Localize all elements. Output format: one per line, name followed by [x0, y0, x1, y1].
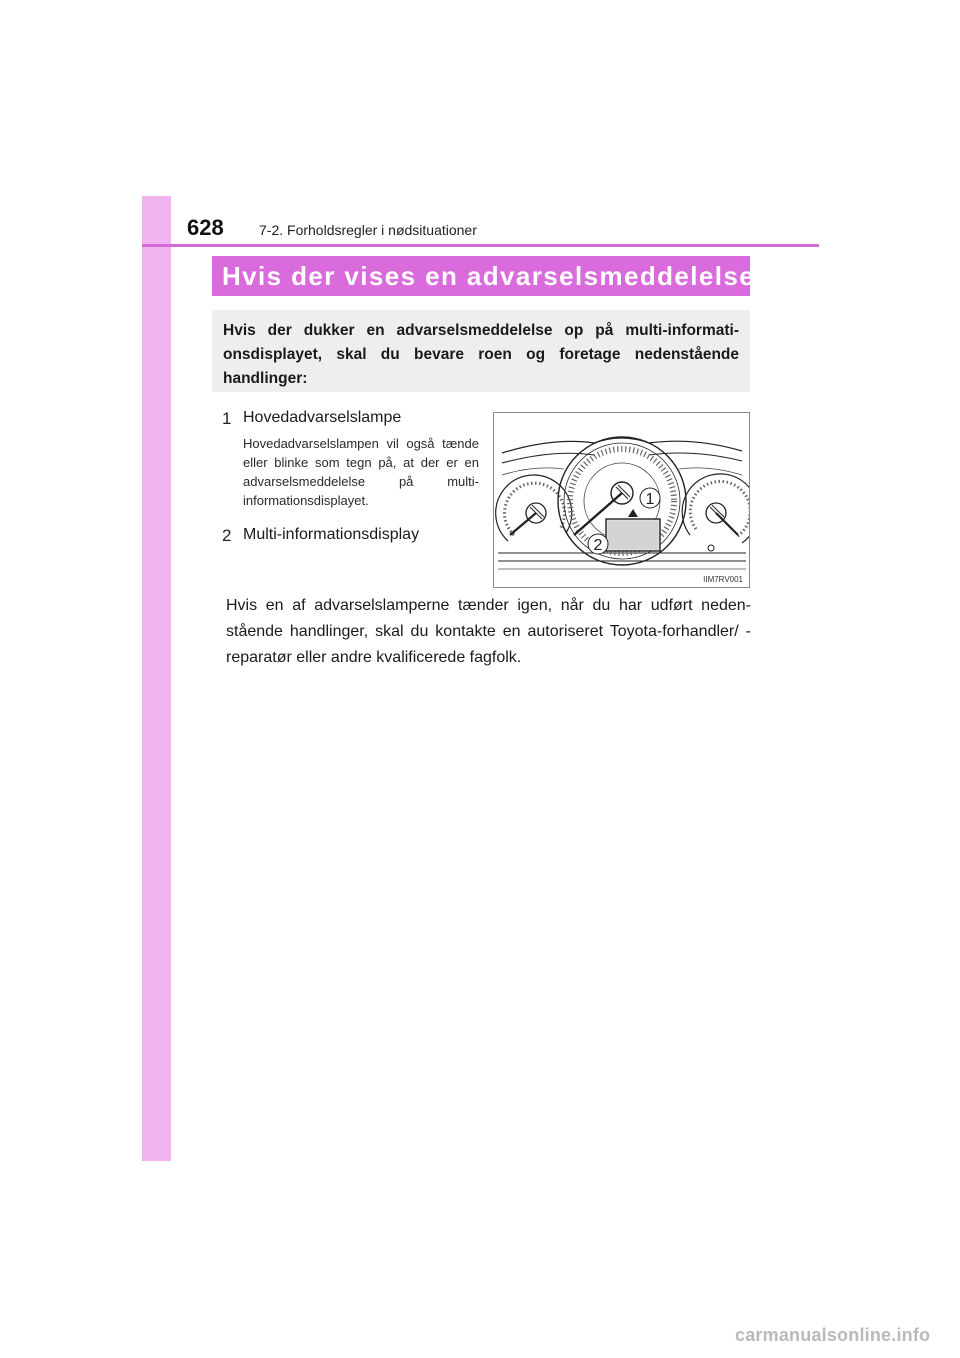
figure-code: IIM7RV001 [703, 575, 743, 584]
header-divider [142, 244, 819, 247]
callout-1-label: 1 [645, 491, 655, 508]
instrument-cluster-figure [493, 412, 750, 588]
warning-triangle-icon [628, 509, 638, 517]
callout-2-label: 2 [593, 537, 603, 554]
item-label-1: Hovedadvarselslampe [243, 409, 402, 426]
page-number: 628 [187, 215, 224, 240]
closing-paragraph: Hvis en af advarselslamperne tænder igen, når du har udført neden-stående handlinger, skal du kontakte en autoriseret Toyota-forhandler/ -reparatør eller andre kvalificerede fagfolk. [226, 597, 751, 666]
section-reference: 7-2. Forholdsregler i nødsituationer [259, 222, 477, 238]
instrument-cluster-illustration [494, 413, 749, 587]
item-number-1: 1 [222, 409, 232, 428]
center-gauge [558, 437, 686, 565]
watermark: carmanualsonline.info [735, 1325, 931, 1345]
section-title: Hvis der vises en advarselsmeddelelse [212, 256, 750, 296]
item-description-1: Hovedadvarselslampen vil også tænde eller blinke som tegn på, at der er en advarselsmeddelelse på multi-informationsdisplayet. [243, 436, 479, 508]
side-tab-strip [142, 196, 171, 1161]
intro-box: Hvis der dukker en advarselsmeddelelse op på multi-informati-onsdisplayet, skal du bevare roen og foretage nedenstående handlinger: [212, 310, 750, 392]
item-label-2: Multi-informationsdisplay [243, 526, 420, 543]
right-gauge [682, 474, 749, 551]
item-number-2: 2 [222, 526, 232, 545]
